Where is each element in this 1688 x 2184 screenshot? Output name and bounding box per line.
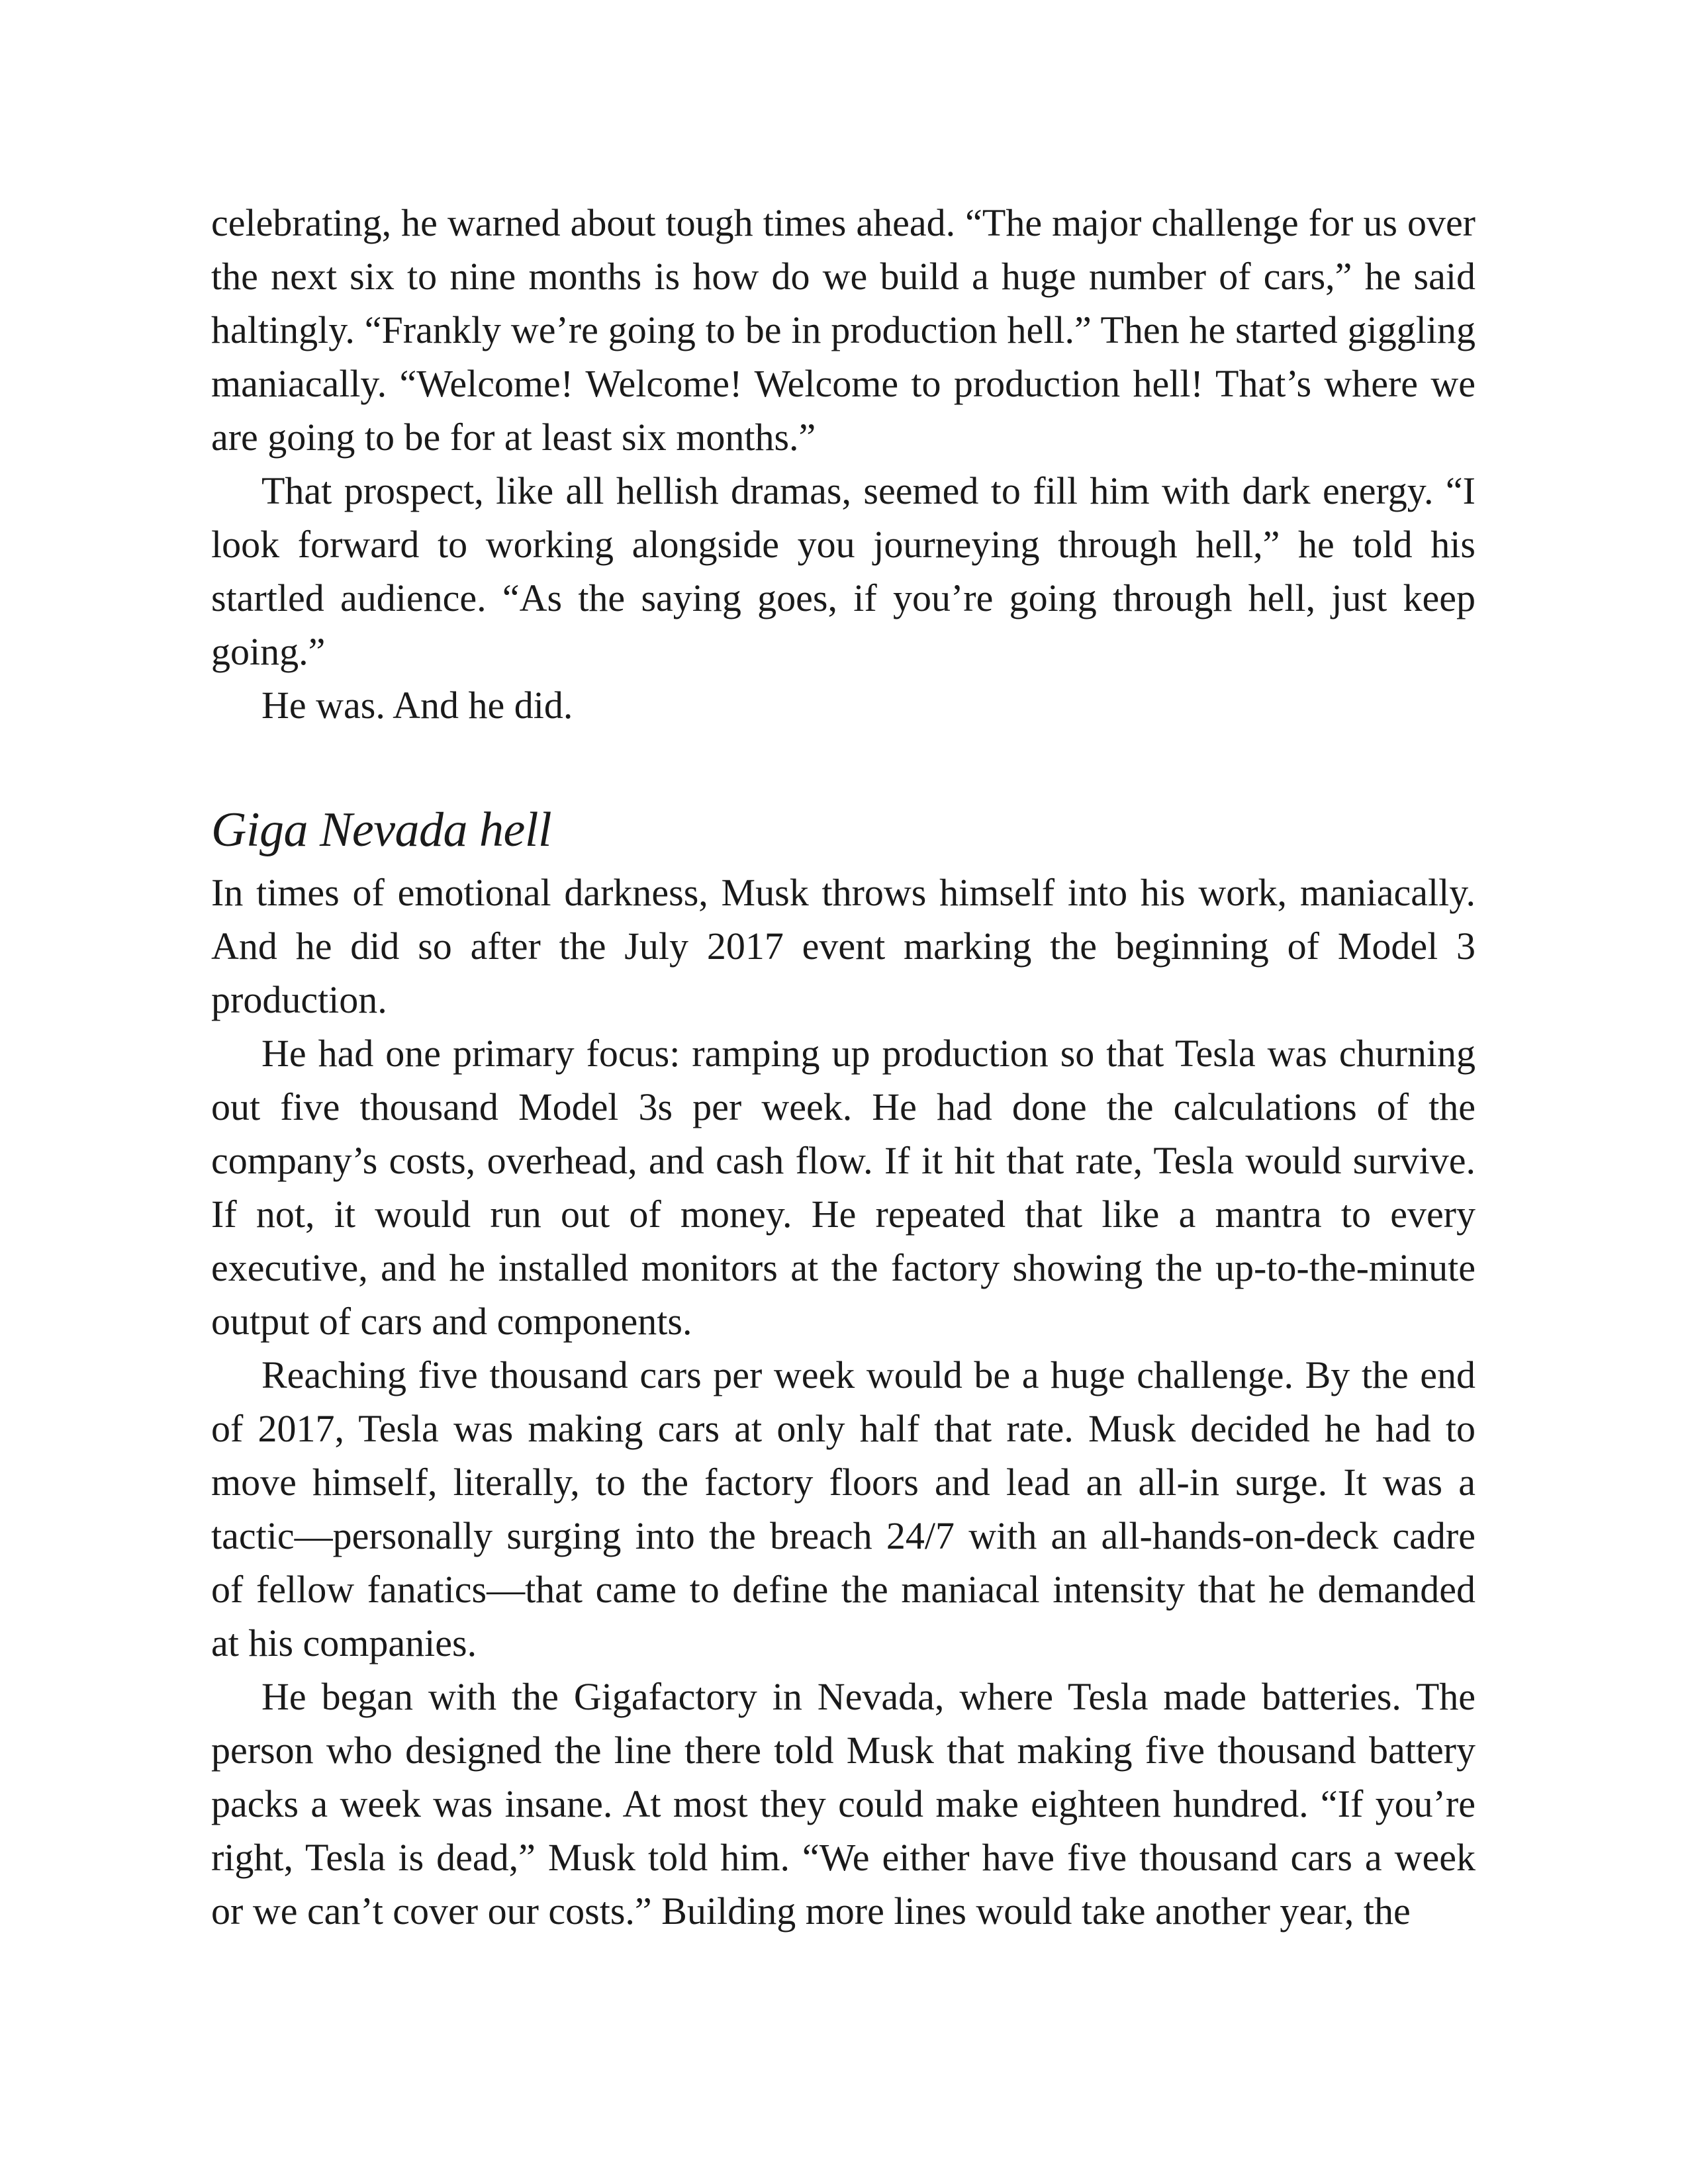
paragraph-first: In times of emotional darkness, Musk throws himself into his work, maniacally. And he did so after the July 2017 event marking the beginning of Model 3 production.	[211, 871, 1476, 1021]
paragraph: Reaching five thousand cars per week would be a huge challenge. By the end of 2017, Tesla was making cars at only half that rate. Musk decided he had to move himself, literally, to the factory floors and lead an all-in surge. It was a tactic—personally surging into the breach 24/7 with an all-hands-on-deck cadre of fellow fanatics—that came to define the maniacal intensity that he demanded at his companies.	[211, 1353, 1476, 1664]
paragraph: That prospect, like all hellish dramas, seemed to fill him with dark energy. “I look forward to working alongside you journeying through hell,” he told his startled audience. “As the saying goes, if you’re going through hell, just keep going.”	[211, 469, 1476, 673]
paragraph: He was. And he did.	[261, 684, 573, 727]
book-page	[211, 196, 1476, 1938]
paragraph: He had one primary focus: ramping up production so that Tesla was churning out five thousand Model 3s per week. He had done the calculations of the company’s costs, overhead, and cash flow. If it hit that rate, Tesla would survive. If not, it would run out of money. He repeated that like a mantra to every executive, and he installed monitors at the factory showing the up-to-the-minute output of cars and components.	[211, 1032, 1476, 1343]
paragraph: He began with the Gigafactory in Nevada, where Tesla made batteries. The person who designed the line there told Musk that making five thousand battery packs a week was insane. At most they could make eighteen hundred. “If you’re right, Tesla is dead,” Musk told him. “We either have five thousand cars a week or we can’t cover our costs.” Building more lines would take another year, the	[211, 1675, 1476, 1933]
section-heading: Giga Nevada hell	[211, 803, 552, 857]
paragraph-continued: celebrating, he warned about tough times ahead. “The major challenge for us over the next six to nine months is how do we build a huge number of cars,” he said haltingly. “Frankly we’re going to be in production hell.” Then he started giggling maniacally. “Welcome! Welcome! Welcome to production hell! That’s where we are going to be for at least six months.”	[211, 201, 1476, 459]
